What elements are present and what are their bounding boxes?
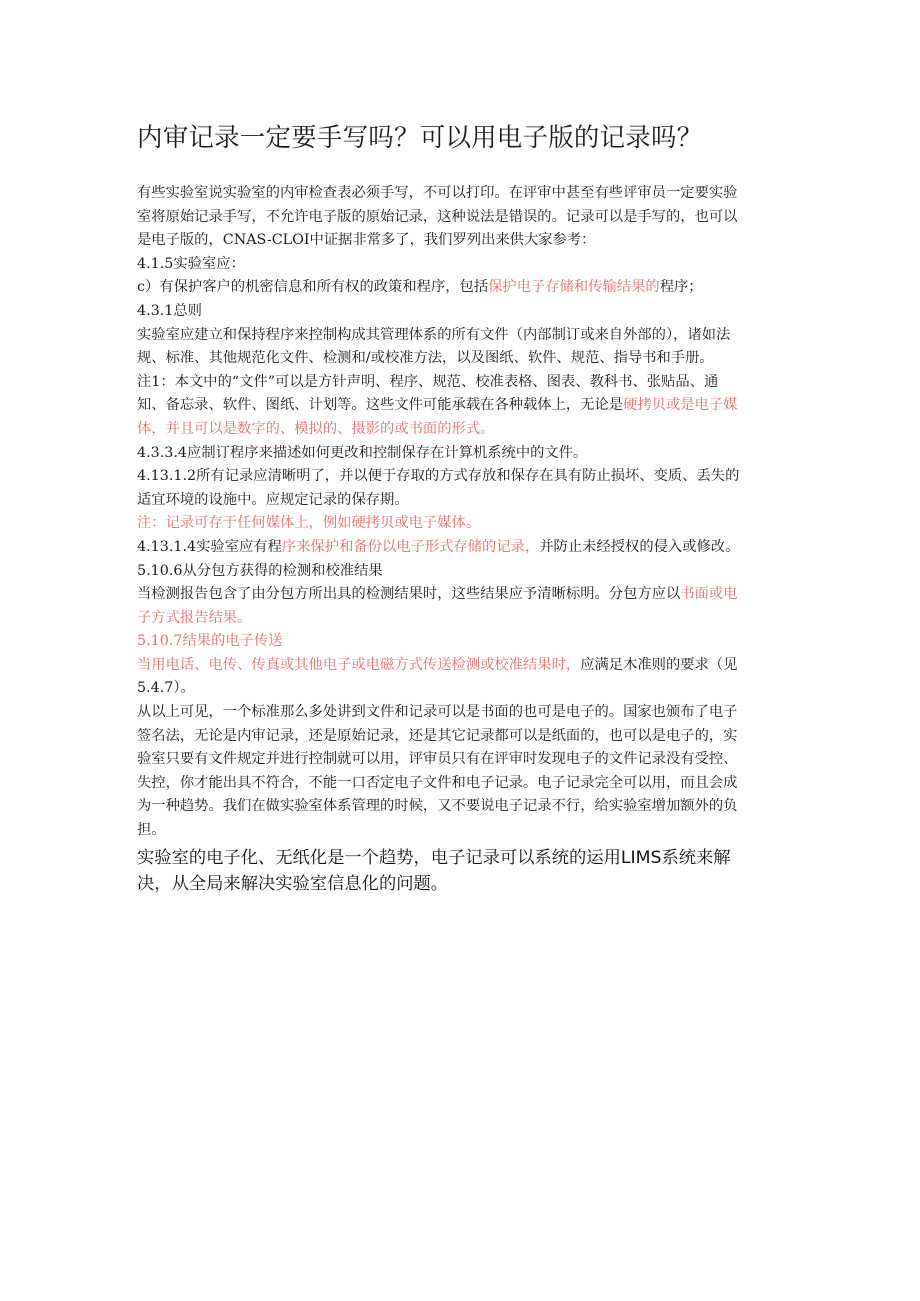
closing-paragraph (137, 845, 789, 897)
page-title: 内审记录一定要手写吗？可以用电子版的记录吗？ (137, 123, 703, 153)
clause-text-part: c）有保护客户的机密信息和所有权的政策和程序，包括 (137, 279, 489, 296)
highlighted-text: 硬拷贝或是电子媒 (623, 397, 738, 414)
clause-text: 实验室应建立和保持程序来控制构成其管理体系的所有文件（内部制订或来自外部的），诸如法 (137, 326, 731, 343)
closing-line: 决，从全局来解决实验室信息化的问题。 (137, 873, 449, 894)
clause-text-part: 当检测报告包含了由分包方所出具的检测结果时，这些结果应予清晰标明。分包方应以 (137, 586, 681, 603)
clause-text (137, 654, 789, 678)
document-body (137, 182, 789, 897)
clause-text-part: 4.13.1.4实验室应有程 (137, 538, 282, 555)
clause-text: 4.13.1.2所有记录应清晰明了，并以便于存取的方式存放和保存在具有防止损坏、变质、丢失的 (137, 468, 740, 485)
highlighted-text: 子方式报告结果。 (137, 609, 252, 626)
note-text (137, 512, 789, 536)
clause-text-part: 并防止未经授权的侵入或修改。 (539, 538, 740, 555)
highlighted-text: 当用电话、电传、传真或其他电子或电磁方式传送检测或校准结果时， (137, 656, 581, 673)
paragraph-line: 验室只要有文件规定并进行控制就可以用，评审员只有在评审时发现电子的文件记录没有受控、 (137, 751, 738, 768)
highlighted-text: 序来保护和备份以电子形式存储的记录， (281, 538, 540, 555)
clause-heading: 5.10.6从分包方获得的检测和校准结果 (137, 562, 383, 579)
note-text (137, 394, 789, 418)
highlighted-text: 书面或电 (680, 586, 738, 603)
paragraph-line: 是电子版的，CNAS-CLOI中证据非常多了，我们罗列出来供大家参考： (137, 232, 596, 249)
clause-text (137, 276, 789, 300)
highlighted-text: 记录可存于任何媒体上，例如硬拷贝或电子媒体。 (165, 515, 481, 532)
clause-text: 适宜环境的设施中。应规定记录的保存期。 (137, 491, 409, 508)
clause-heading-highlighted: 5.10.7结果的电子传送 (137, 633, 283, 650)
paragraph-line: 担。 (137, 822, 166, 839)
paragraph-line: 有些实验室说实验室的内审检查表必须手写，不可以打印。在评审中甚至有些评审员一定要实验 (137, 185, 738, 201)
note-text-part: 知、备忘录、软件、图纸、计划等。这些文件可能承载在各种载体上，无论是 (137, 397, 624, 414)
paragraph-line: 签名法，无论是内审记录，还是原始记录，还是其它记录都可以是纸面的，也可以是电子的，实 (137, 727, 738, 744)
clause-heading: 4.1.5实验室应： (137, 255, 245, 272)
paragraph-line: 为一种趋势。我们在做实验室体系管理的时候，又不要说电子记录不行，给实验室增加额外的负 (137, 798, 738, 815)
paragraph-line: 从以上可见，一个标准那么多处讲到文件和记录可以是书面的也可是电子的。国家也颁布了电子 (137, 704, 738, 721)
clause-text: 4.3.3.4应制订程序来描述如何更改和控制保存在计算机系统中的文件。 (137, 444, 588, 461)
clause-text: 规、标准、其他规范化文件、检测和/或校准方法，以及图纸、软件、规范、指导书和手册。 (137, 350, 714, 367)
highlighted-text: 体，并且可以是数字的、模拟的、摄影的或书面的形式。 (137, 420, 495, 437)
clause-text-part: 应满足木准则的要求（见 (580, 656, 738, 673)
clause-heading: 4.3.1总则 (137, 302, 202, 319)
clause-text-part: 程序； (659, 279, 703, 296)
clause-text (137, 583, 789, 607)
note-text: 注1：本文中的“文件”可以是方针声明、程序、规范、校准表格、图表、教科书、张贴品、通 (137, 373, 719, 390)
paragraph-line: 失控，你才能出具不符合，不能一口否定电子文件和电子记录。电子记录完全可以用，而且会成 (137, 774, 738, 791)
note-label: 注： (137, 515, 166, 532)
clause-text: 5.4.7）。 (137, 680, 195, 697)
highlighted-text: 保护电子存储和传输结果的 (488, 279, 660, 296)
closing-line: 实验室的电子化、无纸化是一个趋势，电子记录可以系统的运用LIMS系统来解 (137, 847, 731, 868)
clause-text (137, 536, 789, 560)
paragraph-line: 室将原始记录手写，不允许电子版的原始记录，这种说法是错误的。记录可以是手写的，也可以 (137, 208, 738, 225)
